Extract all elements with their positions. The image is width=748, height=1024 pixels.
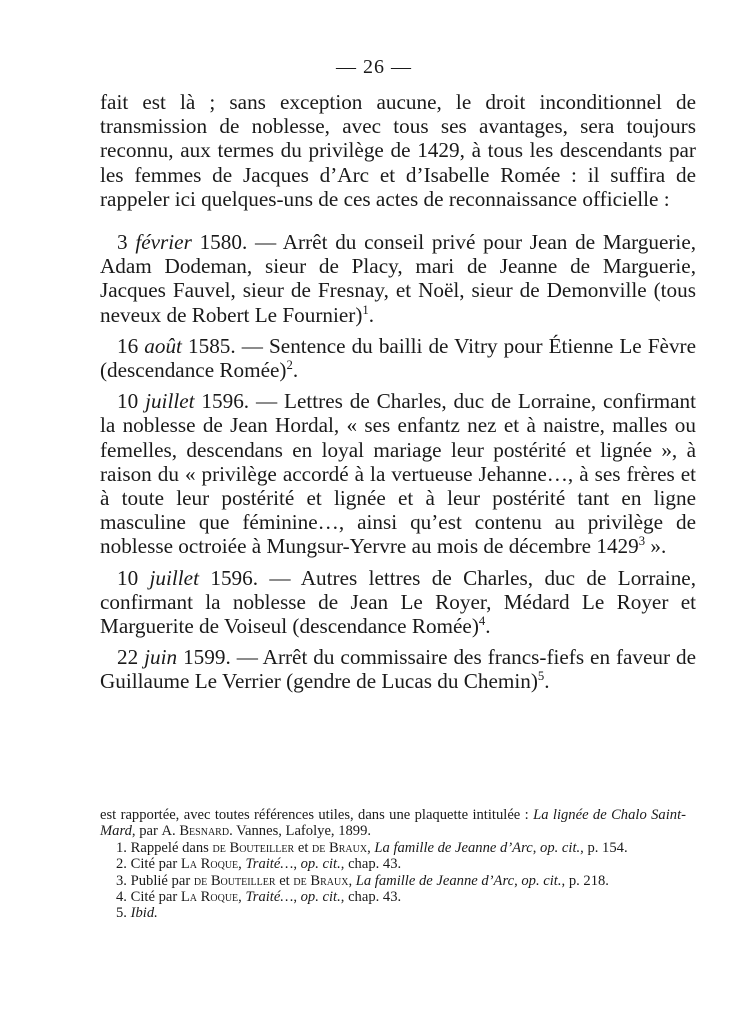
entry-year: 1585. xyxy=(188,333,236,358)
footnote-text: et xyxy=(275,872,294,889)
footnote-text: , p. 218. xyxy=(561,872,609,889)
author-name: La Roque xyxy=(180,889,239,906)
entry-end: . xyxy=(544,669,550,694)
footnote-text: Rappelé dans xyxy=(130,839,213,856)
footnote-text: , par xyxy=(131,823,162,840)
author-name: de Bouteiller xyxy=(212,839,295,856)
op-cit: op. cit. xyxy=(300,889,341,906)
footnote-text: est rapportée, avec toutes références utiles, dans une plaquette intitulée : xyxy=(100,807,534,823)
op-cit: op. cit. xyxy=(540,839,581,856)
footnote-text: et xyxy=(294,839,313,856)
entry-text: — Arrêt du conseil privé pour Jean de Marguerie, Adam Dodeman, sieur de Placy, mari de Jeanne de Marguerie, Jacques Fauvel, sieur de Fresnay, et Noël, sieur de Demonville (tous neveux de Robert Le Fournier) xyxy=(100,230,697,327)
entry-day: 16 xyxy=(117,333,139,358)
footnote-text: , xyxy=(293,856,301,873)
op-cit: op. cit. xyxy=(300,856,341,873)
footnote-1 xyxy=(100,840,686,856)
footnote-text: , xyxy=(348,872,356,889)
footnote-ref: 2 xyxy=(286,357,293,372)
book-title: La lignée de Chalo Saint-Mard xyxy=(100,807,686,840)
footnote-text: , chap. 43. xyxy=(340,856,402,873)
entry-1599 xyxy=(100,645,696,693)
footnote-text: . Vannes, Lafolye, 1899. xyxy=(229,823,372,840)
entry-year: 1596. xyxy=(201,389,250,414)
footnote-number: 3. xyxy=(116,872,127,889)
entry-1585 xyxy=(100,334,696,382)
footnote-text: , xyxy=(514,872,522,889)
footnote-4 xyxy=(100,889,686,905)
page-number: — 26 — xyxy=(336,56,412,78)
op-cit: op. cit. xyxy=(521,872,562,889)
author-name: de Braux xyxy=(293,872,349,889)
book-title: Traité… xyxy=(245,889,294,906)
footnote-text: Publié par xyxy=(130,872,194,889)
footnote-text: , p. 154. xyxy=(580,839,628,856)
entry-end: . xyxy=(368,302,375,327)
entry-month: juillet xyxy=(149,565,199,590)
entry-1596-hordal xyxy=(100,389,696,558)
book-title: Traité… xyxy=(245,856,294,873)
entry-day: 10 xyxy=(117,565,139,590)
footnote-text: Cité par xyxy=(130,856,181,873)
author-name: de Braux xyxy=(312,839,368,856)
entry-year: 1599. xyxy=(183,645,231,670)
footnote-text: Cité par xyxy=(130,889,181,906)
entry-year: 1596. xyxy=(210,565,259,590)
footnotes xyxy=(100,807,686,922)
footnote-number: 1. xyxy=(116,839,127,856)
entry-end: ». xyxy=(645,534,667,559)
ibid: Ibid. xyxy=(130,905,158,922)
footnote-continuation xyxy=(100,807,686,840)
entry-text: — Lettres de Charles, duc de Lorraine, confirmant la noblesse de Jean Hordal, « ses enfantz nez et à naistre, malles ou femelles, descendans en loyal mariage leur postérité et lignée », à raison du « privilège accordé à la vertueuse Jehanne…, à ses frères et à toute leur postérité et lignée et à leur postérité tant en ligne masculine que féminine…, ainsi qu’est contenu au privilège de noblesse octroiée à Mungsur-Yervre au mois de décembre 1429 xyxy=(100,389,696,559)
footnote-number: 2. xyxy=(116,856,127,873)
footnote-number: 5. xyxy=(116,905,127,922)
entry-text: — Sentence du bailli de Vitry pour Étienne Le Fèvre (descendance Romée) xyxy=(100,333,697,383)
footnote-text: , xyxy=(367,839,375,856)
footnote-number: 4. xyxy=(116,889,127,906)
entry-end: . xyxy=(485,614,491,639)
entry-1596-royer xyxy=(100,566,696,639)
entry-month: février xyxy=(135,230,192,255)
intro-paragraph: fait est là ; sans exception aucune, le droit inconditionnel de transmission de noblesse, avec tous ses avantages, sera toujours reconnu, aux termes du privilège de 1429, à tous les descendants par les femmes de Jacques d’Arc et d’Isabelle Romée : il suffira de rappeler ici quelques-uns de ces actes de reconnaissance officielle : xyxy=(100,90,696,211)
entry-text: — Autres lettres de Charles, duc de Lorraine, confirmant la noblesse de Jean Le Royer, Médard Le Royer et Marguerite de Voiseul (descendance Romée) xyxy=(100,565,696,639)
footnote-text: , xyxy=(238,856,246,873)
footnote-text: , xyxy=(532,839,541,856)
footnote-text: , chap. 43. xyxy=(340,889,402,906)
entry-1580 xyxy=(100,230,696,327)
entry-month: juin xyxy=(144,645,178,670)
footnote-3 xyxy=(100,873,686,889)
author-name: de Bouteiller xyxy=(193,872,276,889)
footnote-text: , xyxy=(293,889,301,906)
entry-day: 3 xyxy=(117,230,128,255)
book-title: La famille de Jeanne d’Arc xyxy=(355,872,515,889)
entry-month: août xyxy=(144,333,182,358)
footnote-text: , xyxy=(238,889,246,906)
entry-month: juillet xyxy=(145,389,195,414)
entry-day: 10 xyxy=(117,389,139,414)
footnote-ref: 1 xyxy=(362,302,369,317)
entry-year: 1580. xyxy=(199,230,248,255)
book-title: La famille de Jeanne d’Arc xyxy=(374,839,533,856)
footnote-2 xyxy=(100,856,686,872)
author-name: La Roque xyxy=(180,856,239,873)
footnote-ref: 3 xyxy=(638,534,646,549)
author-name: A. Besnard xyxy=(161,823,230,840)
main-text xyxy=(100,90,696,701)
footnote-ref: 4 xyxy=(478,614,486,628)
entry-end: . xyxy=(292,358,299,383)
footnote-5 xyxy=(100,905,686,921)
entry-text: — Arrêt du commissaire des francs-fiefs en faveur de Guillaume Le Verrier (gendre de Lucas du Chemin) xyxy=(100,645,697,694)
entry-day: 22 xyxy=(117,645,139,670)
footnote-ref: 5 xyxy=(537,669,545,684)
